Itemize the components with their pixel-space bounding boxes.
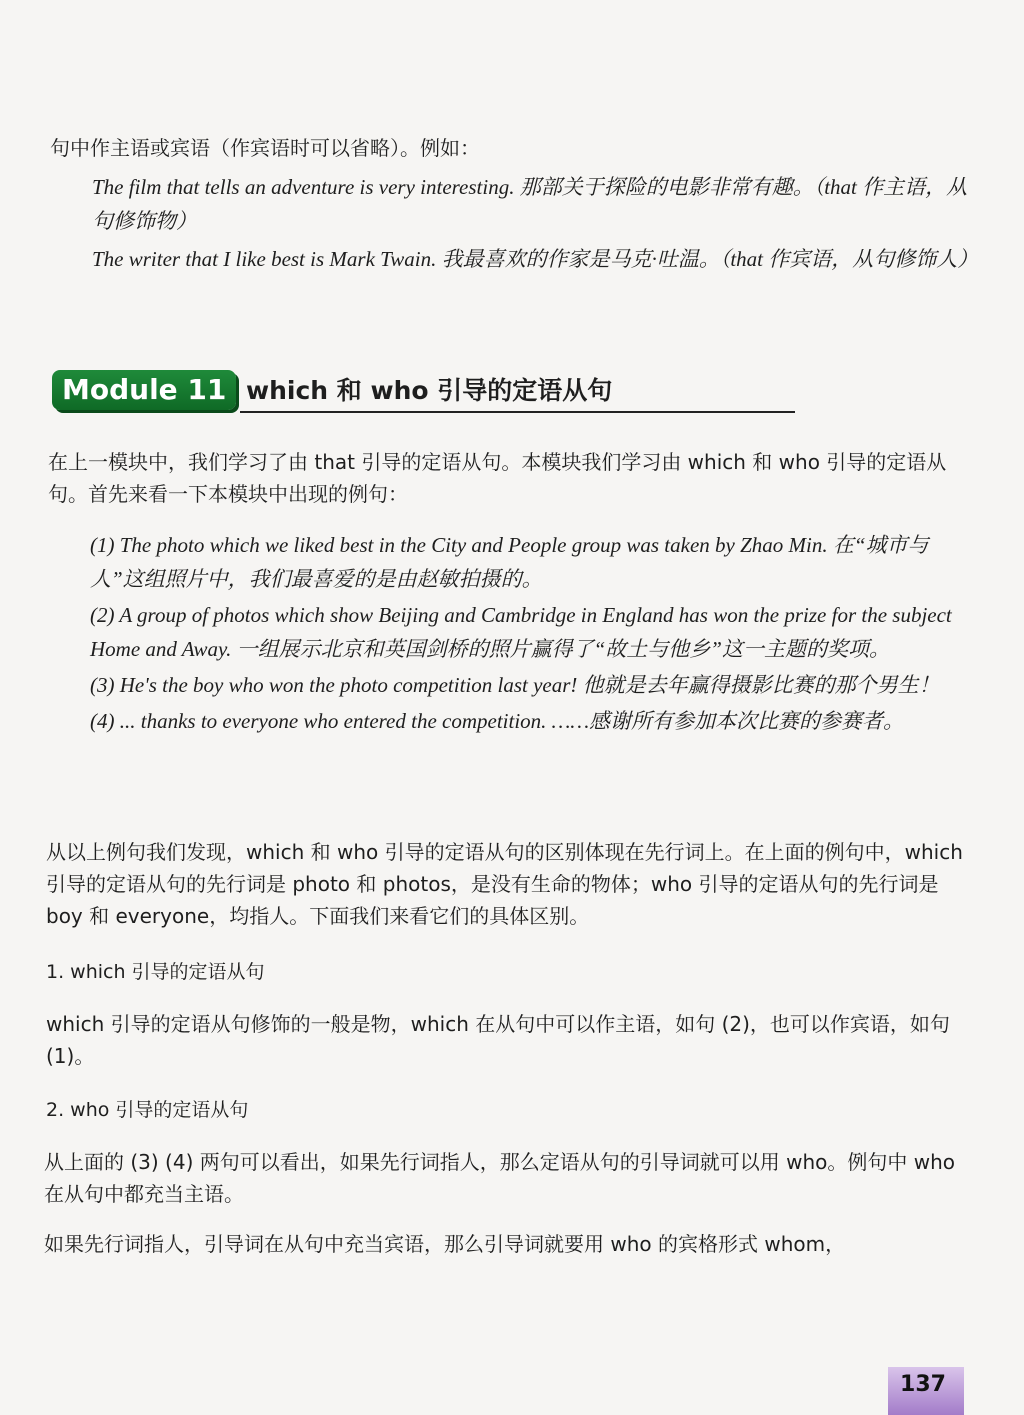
subheading-which xyxy=(46,958,966,986)
paragraph-4: 从上面的 (3) (4) 两句可以看出，如果先行词指人，那么定语从句的引导词就可以用 who。例句中 who 在从句中都充当主语。 xyxy=(44,1150,955,1206)
example-sentences xyxy=(90,528,970,740)
example-sentence-2: (2) A group of photos which show Beijing and Cambridge in England has won the prize for the subject Home and Away. 一组展示北京和英国剑桥的照片赢得了“故土与他乡”这一主题的奖项。 xyxy=(90,603,952,661)
subheading-who xyxy=(46,1096,966,1124)
heading-underline xyxy=(240,411,795,413)
paragraph-whom xyxy=(44,1228,964,1260)
subheading-2: 2. who 引导的定语从句 xyxy=(46,1099,249,1121)
paragraph-3: which 引导的定语从句修饰的一般是物，which 在从句中可以作主语，如句 (2)，也可以作宾语，如句 (1)。 xyxy=(46,1012,950,1068)
intro-example-2: The writer that I like best is Mark Twain. 我最喜欢的作家是马克·吐温。（that 作宾语，从句修饰人） xyxy=(92,247,979,271)
module-label: Module 11 xyxy=(52,370,236,410)
paragraph-2: 从以上例句我们发现，which 和 who 引导的定语从句的区别体现在先行词上。在上面的例句中，which 引导的定语从句的先行词是 photo 和 photos，是没有生命的物体；who 引导的定语从句的先行词是 boy 和 everyone，均指人。下面我们来看它们的具体区别。 xyxy=(46,840,963,928)
example-sentence-4: (4) ... thanks to everyone who entered the competition. ……感谢所有参加本次比赛的参赛者。 xyxy=(90,709,905,733)
paragraph-intro-module xyxy=(48,446,968,510)
page-number: 137 xyxy=(900,1372,946,1397)
example-sentence-1: (1) The photo which we liked best in the City and People group was taken by Zhao Min. 在“城市与人”这组照片中，我们最喜爱的是由赵敏拍摄的。 xyxy=(90,533,929,591)
paragraph-who xyxy=(44,1146,964,1210)
module-heading xyxy=(50,370,795,416)
intro-text: 句中作主语或宾语（作宾语时可以省略）。例如： xyxy=(50,136,480,160)
paragraph-which xyxy=(46,1008,966,1072)
paragraph-1: 在上一模块中，我们学习了由 that 引导的定语从句。本模块我们学习由 which 和 who 引导的定语从句。首先来看一下本模块中出现的例句： xyxy=(48,450,947,506)
intro-paragraph xyxy=(50,132,970,164)
paragraph-5: 如果先行词指人，引导词在从句中充当宾语，那么引导词就要用 who 的宾格形式 whom， xyxy=(44,1232,846,1256)
subheading-1: 1. which 引导的定语从句 xyxy=(46,961,265,983)
paragraph-analysis xyxy=(46,836,966,932)
intro-examples xyxy=(92,170,979,280)
intro-example-1: The film that tells an adventure is very interesting. 那部关于探险的电影非常有趣。（that 作主语，从句修饰物） xyxy=(92,175,968,233)
module-title: which 和 who 引导的定语从句 xyxy=(246,376,613,405)
example-sentence-3: (3) He's the boy who won the photo competition last year! 他就是去年赢得摄影比赛的那个男生！ xyxy=(90,673,940,697)
